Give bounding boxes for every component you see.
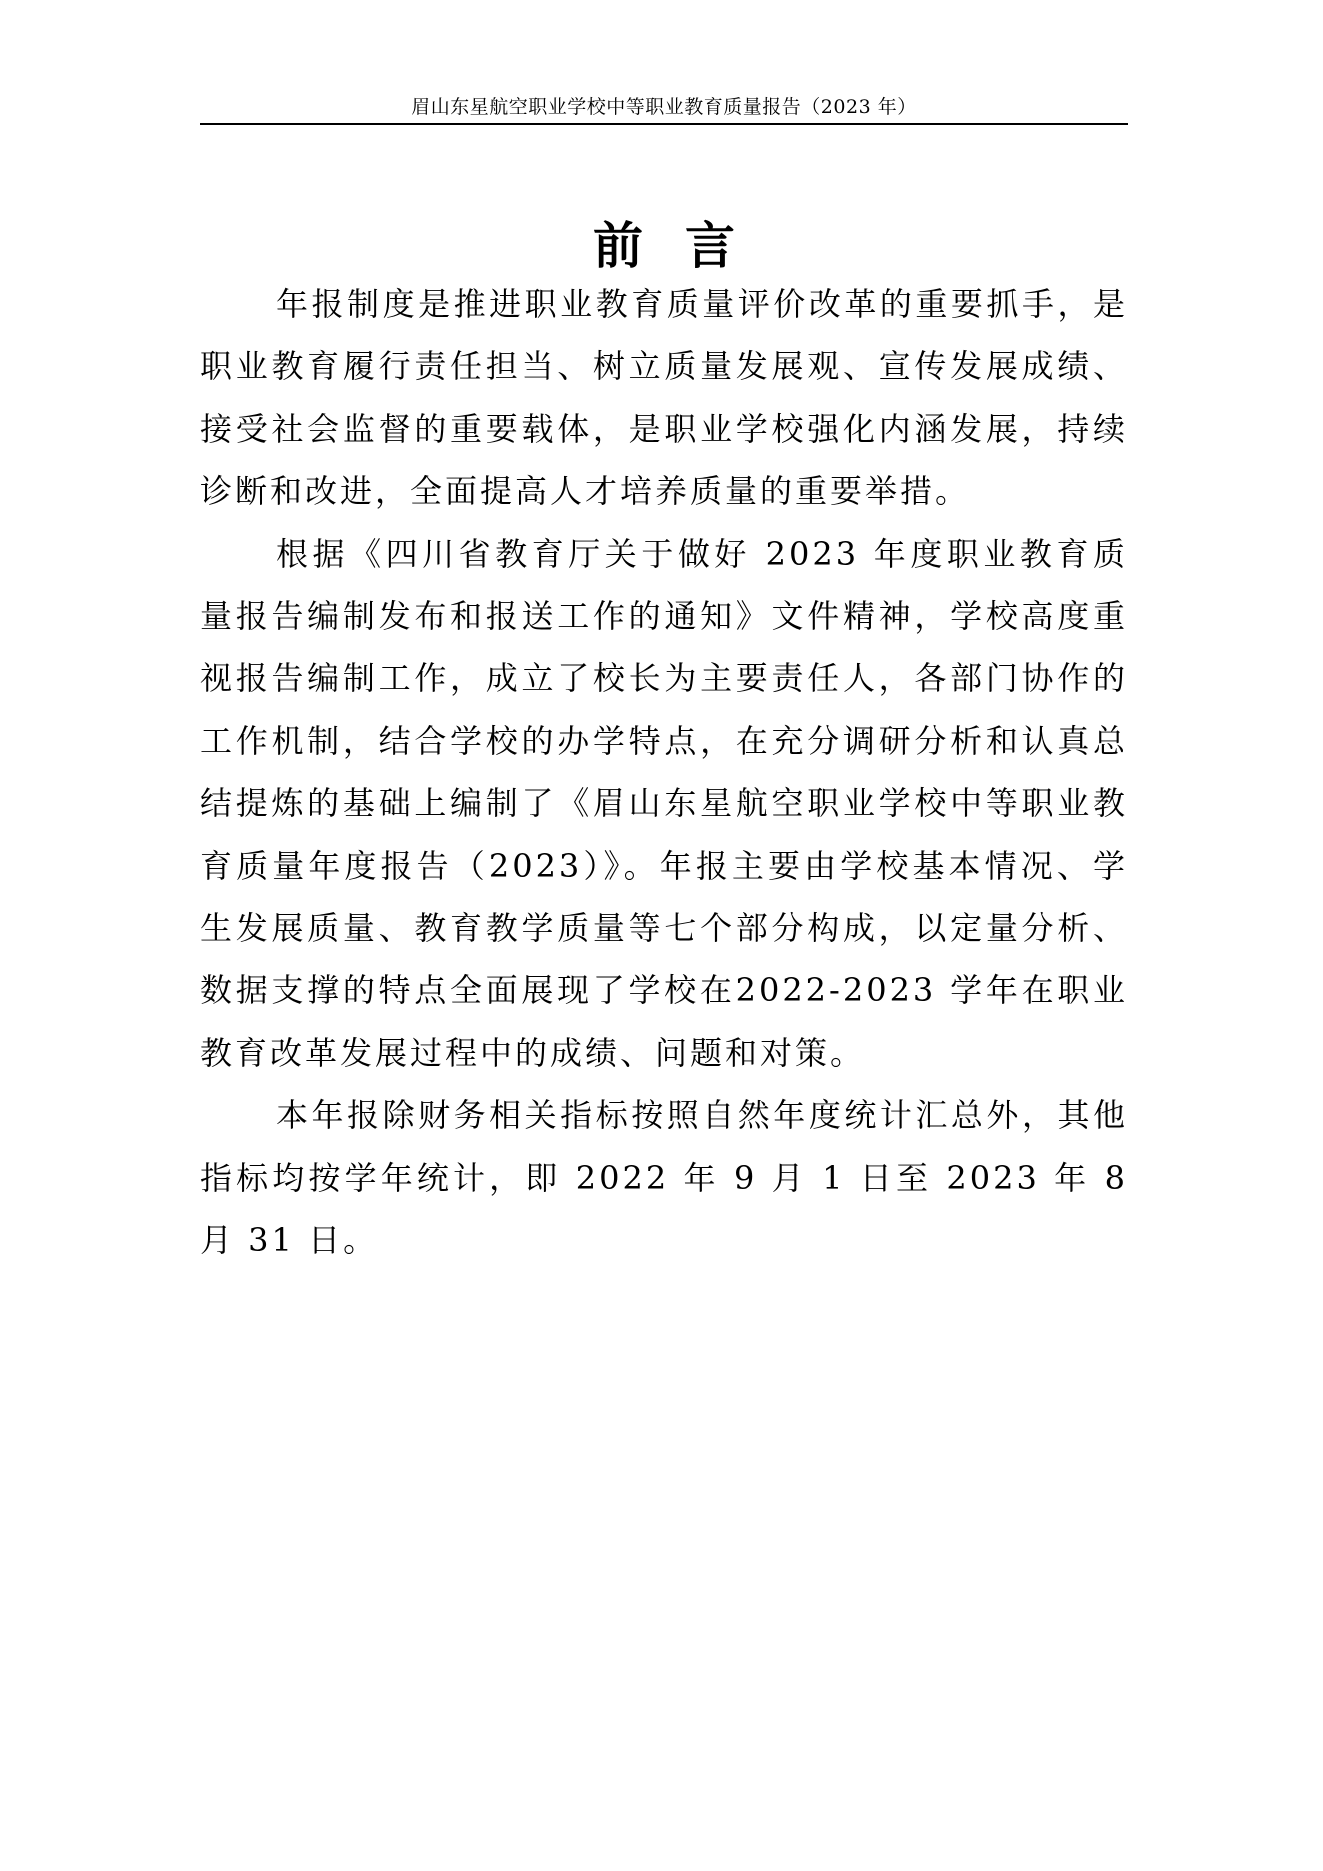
paragraph-3: 本年报除财务相关指标按照自然年度统计汇总外，其他指标均按学年统计，即 2022 年 9 月 1 日至 2023 年 8 月 31 日。 [200, 1096, 1128, 1260]
header-divider [200, 123, 1128, 125]
paragraph-2: 根据《四川省教育厅关于做好 2023 年度职业教育质量报告编制发布和报送工作的通知》文件精神，学校高度重视报告编制工作，成立了校长为主要责任人，各部门协作的工作机制，结合学校的办学特点，在充分调研分析和认真总结提炼的基础上编制了《眉山东星航空职业学校中等职业教育质量年度报告（2023）》。年报主要由学校基本情况、学生发展质量、教育教学质量等七个部分构成，以定量分析、数据支撑的特点全面展现了学校在2022-2023 学年在职业教育改革发展过程中的成绩、问题和对策。 [200, 534, 1128, 1072]
body-text [200, 273, 1128, 1272]
paragraph-1: 年报制度是推进职业教育质量评价改革的重要抓手，是职业教育履行责任担当、树立质量发展观、宣传发展成绩、 接受社会监督的重要载体，是职业学校强化内涵发展，持续诊断和改进，全面提高人才培养质量的重要举措。 [200, 285, 1128, 511]
page-title: 前言 [593, 215, 777, 275]
page-header: 眉山东星航空职业学校中等职业教育质量报告（2023 年） [411, 96, 917, 118]
